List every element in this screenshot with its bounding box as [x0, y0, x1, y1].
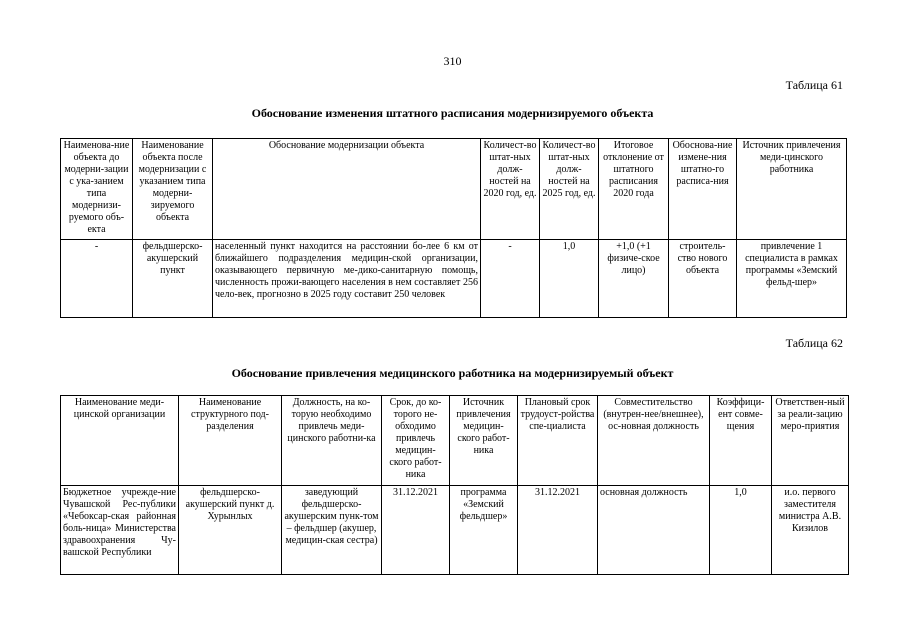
table-62-header-cell: Совместительство (внутрен-нее/внешнее), ос-новная должность — [598, 396, 710, 486]
table-cell: +1,0 (+1 физиче-ское лицо) — [599, 240, 669, 318]
table-cell: строитель-ство нового объекта — [669, 240, 737, 318]
table-61-header-cell: Количест-во штат-ных долж-ностей на 2025 год, ед. — [540, 139, 599, 240]
table-cell: 1,0 — [710, 486, 772, 575]
table-cell: - — [61, 240, 133, 318]
table-62-label: Таблица 62 — [785, 336, 843, 350]
table-cell: и.о. первого заместителя министра А.В. Кизилов — [772, 486, 849, 575]
table-cell: фельдшерско-акушерский пункт д. Хурынлых — [179, 486, 282, 575]
table-61-header-cell: Обоснова-ние измене-ния штатно-го расписа-ния — [669, 139, 737, 240]
table-61-header-cell: Итоговое отклонение от штатного расписания 2020 года — [599, 139, 669, 240]
table-cell: заведующий фельдшерско-акушерским пунк-том – фельдшер (акушер, медицин-ская сестра) — [282, 486, 382, 575]
table-62-header-cell: Срок, до ко-торого не-обходимо привлечь медицин-ского работ-ника — [382, 396, 450, 486]
table-62-header-cell: Должность, на ко-торую необходимо привлечь меди-цинского работни-ка — [282, 396, 382, 486]
table-61-header-row — [61, 139, 847, 240]
table-cell: фельдшерско-акушерский пункт — [133, 240, 213, 318]
table-61-header-cell: Количест-во штат-ных долж-ностей на 2020 год, ед. — [481, 139, 540, 240]
table-61 — [60, 138, 847, 318]
page-number: 310 — [443, 54, 462, 68]
table-62-header-cell: Плановый срок трудоуст-ройства спе-циалиста — [518, 396, 598, 486]
table-62-header-cell: Источник привлечения медицин-ского работ-ника — [450, 396, 518, 486]
table-62-header-cell: Коэффици-ент совме-щения — [710, 396, 772, 486]
table-cell: 31.12.2021 — [518, 486, 598, 575]
table-62-header-cell: Ответствен-ный за реали-зацию меро-приятия — [772, 396, 849, 486]
table-cell: 1,0 — [540, 240, 599, 318]
table-62-title: Обоснование привлечения медицинского работника на модернизируемый объект — [231, 366, 674, 380]
table-61-header-cell: Наименова-ние объекта до модерни-зации с ука-занием типа модернизи-руемого объ-екта — [61, 139, 133, 240]
table-cell: программа «Земский фельдшер» — [450, 486, 518, 575]
table-61-header-cell: Наименование объекта после модернизации с указанием типа модерни-зируемого объекта — [133, 139, 213, 240]
table-cell: Бюджетное учрежде-ние Чувашской Рес-публики «Чебоксар-ская районная боль-ница» Министерства здравоохранения Чу-вашской Республики — [61, 486, 179, 575]
table-61-header-cell: Источник привлечения меди-цинского работника — [737, 139, 847, 240]
table-cell: привлечение 1 специалиста в рамках программы «Земский фельд-шер» — [737, 240, 847, 318]
table-61-title: Обоснование изменения штатного расписания модернизируемого объекта — [251, 106, 654, 120]
table-cell: основная должность — [598, 486, 710, 575]
table-row — [61, 486, 849, 575]
table-62-header-cell: Наименование структурного под-разделения — [179, 396, 282, 486]
table-61-header-cell: Обоснование модернизации объекта — [213, 139, 481, 240]
table-61-label: Таблица 61 — [785, 78, 843, 92]
table-cell: - — [481, 240, 540, 318]
table-cell: населенный пункт находится на расстоянии бо-лее 6 км от ближайшего подразделения медицин-ской организации, оказывающего первичную ме-дико-санитарную помощь, численность прожи-вающего населения в нем составляет 256 чело-век, прогнозно в 2025 году составит 250 человек — [213, 240, 481, 318]
table-62-header-cell: Наименование меди-цинской организации — [61, 396, 179, 486]
table-cell: 31.12.2021 — [382, 486, 450, 575]
table-row — [61, 240, 847, 318]
table-62-header-row — [61, 396, 849, 486]
table-62 — [60, 395, 849, 575]
